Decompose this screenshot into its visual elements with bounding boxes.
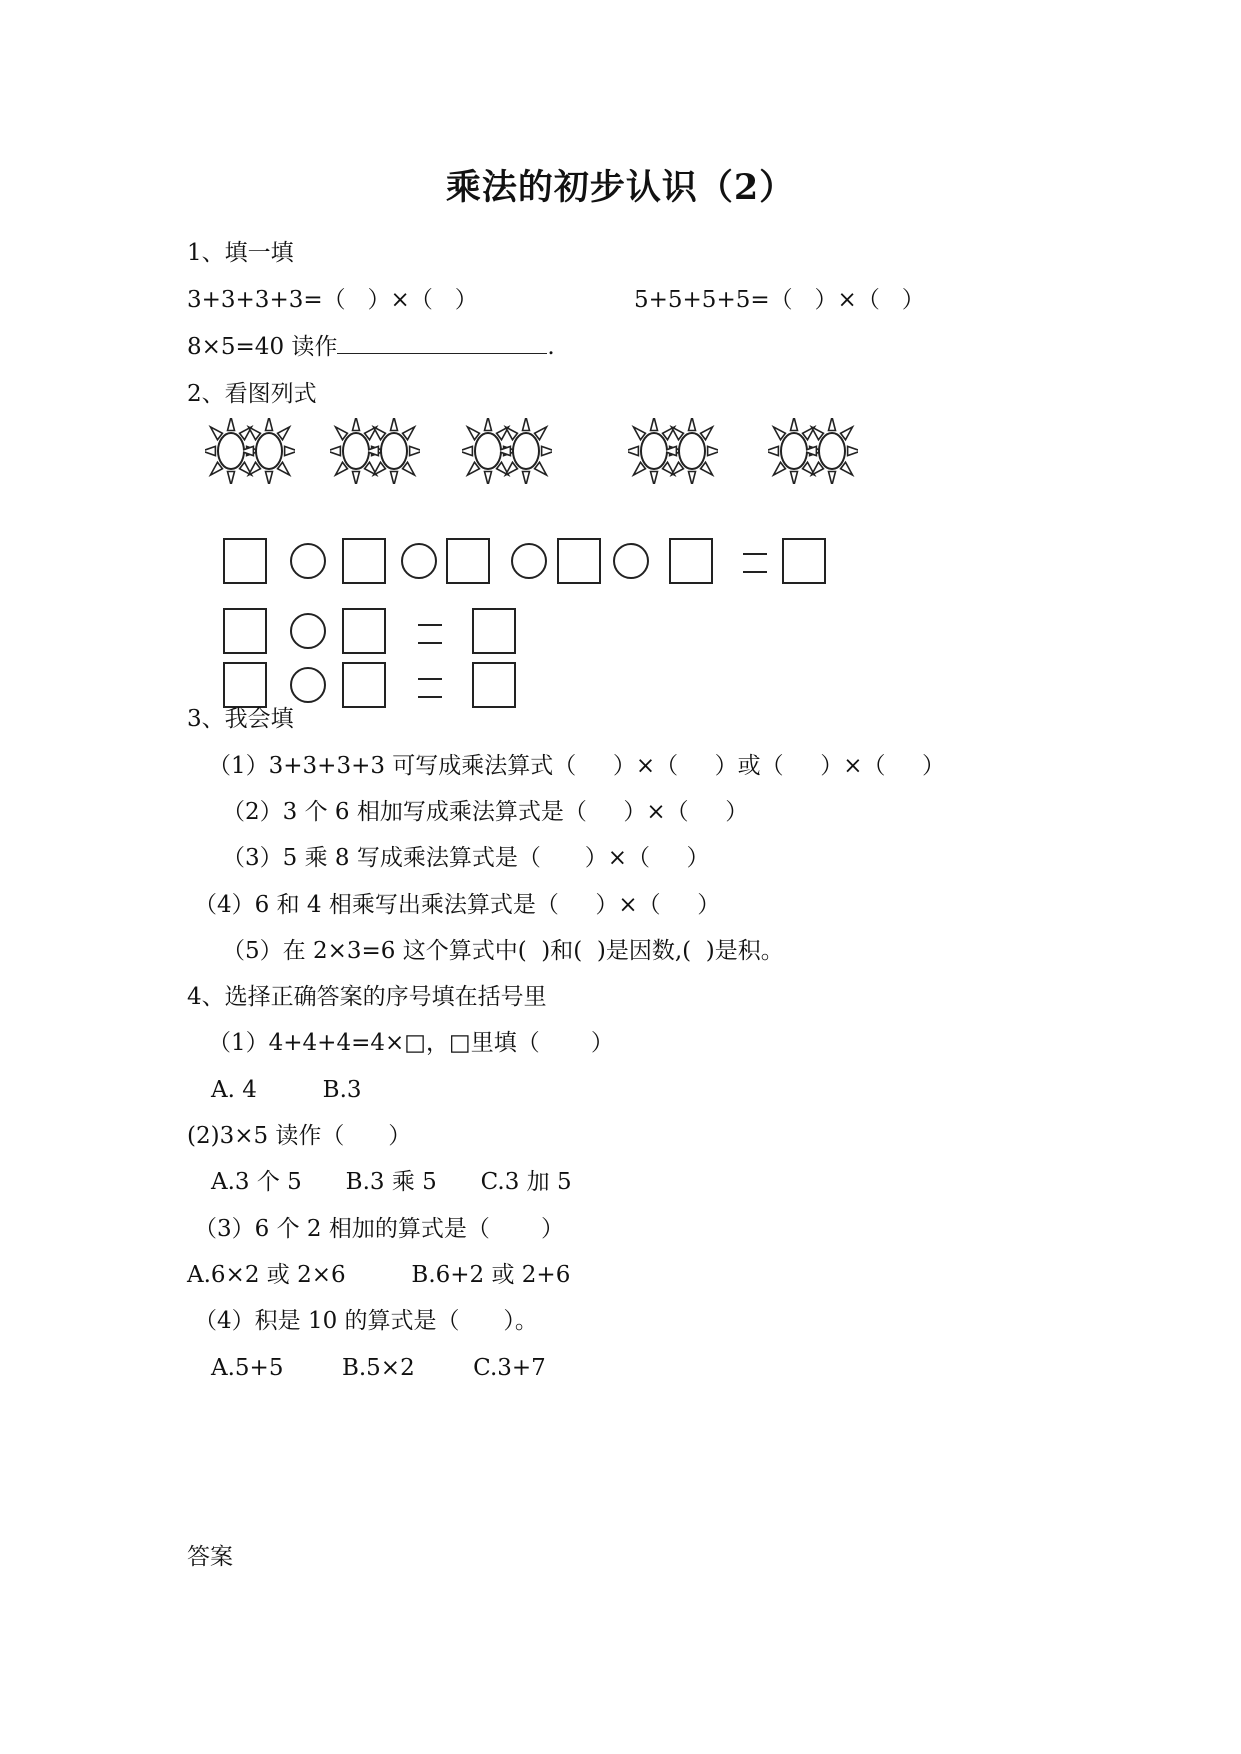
q3-item: （5）在 2×3=6 这个算式中( )和( )是因数,( )是积。 xyxy=(222,938,784,964)
q1-read-suffix: . xyxy=(547,334,555,360)
q4-question-2: (2)3×5 读作（ ） xyxy=(187,1123,412,1149)
answer-box[interactable] xyxy=(223,662,267,708)
operator-circle[interactable] xyxy=(290,543,326,579)
operator-circle[interactable] xyxy=(613,543,649,579)
q3-item: （4）6 和 4 相乘写出乘法算式是（ ）×（ ） xyxy=(194,892,721,918)
q1-right-equation: 5+5+5+5=（ ）×（ ） xyxy=(634,287,925,313)
q1-read-prefix: 8×5=40 读作 xyxy=(187,334,338,360)
equals-sign xyxy=(743,553,767,573)
answer-box[interactable] xyxy=(342,662,386,708)
equals-sign xyxy=(418,624,442,644)
equals-sign xyxy=(418,678,442,698)
operator-circle[interactable] xyxy=(290,667,326,703)
page-title: 乘法的初步认识（2） xyxy=(445,167,796,208)
answer-box[interactable] xyxy=(669,538,713,584)
q3-heading: 3、我会填 xyxy=(187,706,294,732)
q1-left-equation: 3+3+3+3=（ ）×（ ） xyxy=(187,287,478,313)
answer-box[interactable] xyxy=(782,538,826,584)
answer-box[interactable] xyxy=(342,538,386,584)
q1-heading: 1、填一填 xyxy=(187,240,294,266)
q3-item: （3）5 乘 8 写成乘法算式是（ ）×（ ） xyxy=(222,845,710,871)
q4-options-1: A. 4 B.3 xyxy=(211,1077,362,1103)
q4-question-4: （4）积是 10 的算式是（ ）。 xyxy=(194,1308,538,1334)
operator-circle[interactable] xyxy=(511,543,547,579)
sun-icon xyxy=(368,418,420,488)
answer-box[interactable] xyxy=(223,538,267,584)
q4-heading: 4、选择正确答案的序号填在括号里 xyxy=(187,984,547,1010)
q1-read-line xyxy=(187,332,555,362)
sun-icon xyxy=(806,418,858,488)
q4-options-3: A.6×2 或 2×6 B.6+2 或 2+6 xyxy=(187,1262,571,1288)
answer-box[interactable] xyxy=(472,608,516,654)
q4-options-2: A.3 个 5 B.3 乘 5 C.3 加 5 xyxy=(211,1169,572,1195)
answer-heading: 答案 xyxy=(187,1544,233,1570)
q3-item: （2）3 个 6 相加写成乘法算式是（ ）×（ ） xyxy=(222,799,749,825)
q2-heading: 2、看图列式 xyxy=(187,381,317,407)
answer-box[interactable] xyxy=(446,538,490,584)
answer-box[interactable] xyxy=(342,608,386,654)
answer-box[interactable] xyxy=(223,608,267,654)
answer-box[interactable] xyxy=(557,538,601,584)
q4-question-1: （1）4+4+4=4×□，□里填（ ） xyxy=(208,1030,614,1056)
answer-blank[interactable] xyxy=(337,333,547,354)
q3-item: （1）3+3+3+3 可写成乘法算式（ ）×（ ）或（ ）×（ ） xyxy=(208,753,946,779)
q4-options-4: A.5+5 B.5×2 C.3+7 xyxy=(211,1355,546,1381)
sun-icon xyxy=(500,418,552,488)
operator-circle[interactable] xyxy=(401,543,437,579)
q4-question-3: （3）6 个 2 相加的算式是（ ） xyxy=(194,1216,565,1242)
sun-icon xyxy=(243,418,295,488)
answer-box[interactable] xyxy=(472,662,516,708)
operator-circle[interactable] xyxy=(290,613,326,649)
sun-icon xyxy=(666,418,718,488)
